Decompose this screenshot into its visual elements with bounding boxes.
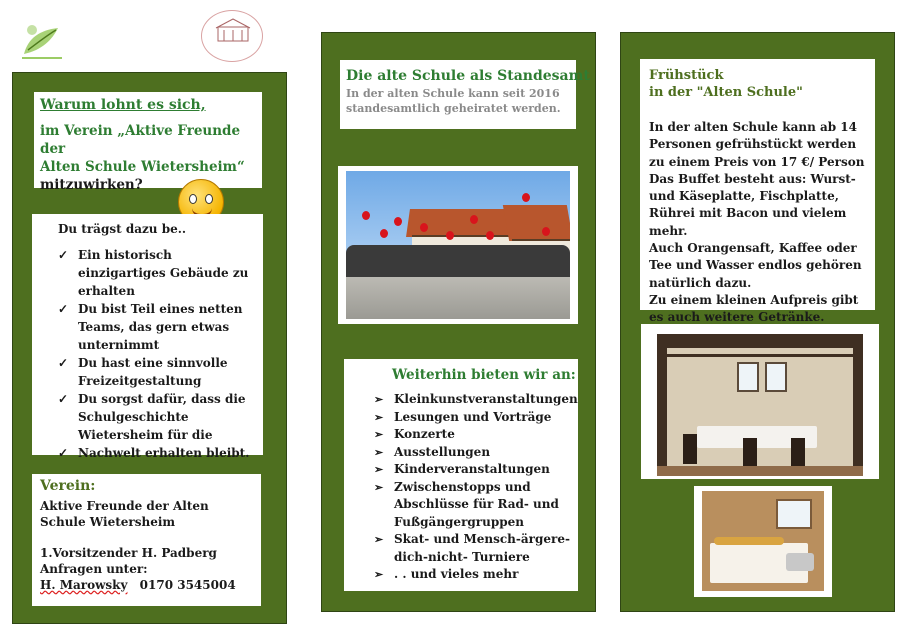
arrow-bullet-icon: ➢ (374, 393, 384, 406)
checkmark-icon: ✓ (58, 446, 69, 460)
why-line-4: mitzuwirken? (40, 177, 143, 193)
breakfast-title-2: in der "Alten Schule" (649, 85, 803, 100)
list-item: ➢ Lesungen und Vorträge (372, 409, 572, 427)
list-item: ➢ Skat- und Mensch-ärgere-dich-nicht- Turniere (374, 532, 570, 564)
club-chair: 1.Vorsitzender H. Padberg (40, 546, 217, 560)
offers-box (344, 359, 578, 591)
list-item: ➢ . . und vieles mehr (372, 566, 572, 584)
arrow-bullet-icon: ➢ (374, 445, 384, 459)
buffet-photo (702, 491, 824, 591)
why-line-2: im Verein „Aktive Freunde der (40, 123, 241, 157)
checkmark-icon: ✓ (58, 248, 69, 262)
contribute-list (56, 246, 256, 462)
wedding-photo-frame (338, 166, 578, 324)
arrow-bullet-icon: ➢ (374, 533, 384, 546)
checkmark-icon: ✓ (58, 356, 69, 370)
room-photo-frame (641, 324, 879, 479)
list-item: ➢ Ausstellungen (372, 444, 572, 462)
contribute-box (32, 214, 263, 460)
arrow-bullet-icon: ➢ (374, 410, 384, 424)
why-box (34, 92, 262, 193)
arrow-bullet-icon: ➢ (374, 428, 384, 441)
list-item: ➢ Zwischenstopps und Abschlüsse für Rad- und Fußgängergruppen (374, 479, 559, 529)
list-item: ➢ Kinderveranstaltungen (372, 461, 572, 479)
list-item: ➢ Konzerte (372, 426, 572, 444)
arrow-bullet-icon: ➢ (374, 463, 384, 476)
contribute-intro: Du trägst dazu be.. (58, 222, 187, 236)
why-heading: Warum lohnt es sich, (40, 97, 206, 113)
wedding-title: Die alte Schule als Standesamt (346, 68, 590, 84)
wedding-photo (346, 171, 570, 319)
breakfast-title-1: Frühstück (649, 68, 724, 83)
buffet-photo-frame (694, 486, 832, 597)
checkmark-icon: ✓ (58, 392, 69, 406)
contact-phone: 0170 3545004 (139, 578, 236, 592)
leaf-logo-icon (18, 20, 66, 62)
list-item: ✓ Nachwelt erhalten bleibt. (58, 446, 250, 460)
club-inquiries: Anfragen unter: (40, 562, 148, 576)
why-line-3: Alten Schule Wietersheim“ (40, 159, 245, 175)
list-item: ✓ Du bist Teil eines netten Teams, das gern etwas unternimmt (58, 302, 243, 352)
arrow-bullet-icon: ➢ (374, 568, 384, 581)
breakfast-body: In der alten Schule kann ab 14 Personen gefrühstückt werden zu einem Preis von 17 €/ Person Das Buffet besteht aus: Wurst- und Käseplatte, Fischplatte, Rührei mit Bacon und vielem mehr. Auch Orangensaft, Kaffee oder Tee und Wasser endlos gehören natürlich dazu. Zu einem kleinen Aufpreis gibt es auch weitere Getränke. (649, 120, 865, 325)
contact-name: H. Marowsky (40, 578, 128, 592)
list-item: ✓ Du hast eine sinnvolle Freizeitgestaltung (58, 356, 228, 388)
arrow-bullet-icon: ➢ (374, 480, 384, 494)
dining-room-photo (657, 334, 863, 476)
list-item: ✓ Ein historisch einzigartiges Gebäude zu erhalten (58, 248, 249, 298)
club-box (32, 474, 261, 606)
list-item: ✓ Du sorgst dafür, dass die Schulgeschichte Wietersheim für die (58, 392, 246, 442)
offers-title: Weiterhin bieten wir an: (392, 367, 576, 383)
wedding-subtitle: In der alten Schule kann seit 2016 standesamtlich geheiratet werden. (346, 87, 561, 115)
club-title: Verein: (40, 478, 96, 494)
list-item: ➢ Kleinkunstveranstaltungen (372, 391, 572, 409)
offers-list (372, 391, 578, 584)
wedding-box (340, 60, 590, 129)
club-name: Aktive Freunde der Alten Schule Wietersheim (40, 499, 209, 529)
checkmark-icon: ✓ (58, 302, 69, 316)
school-seal-logo (201, 10, 263, 62)
breakfast-box (640, 59, 875, 325)
